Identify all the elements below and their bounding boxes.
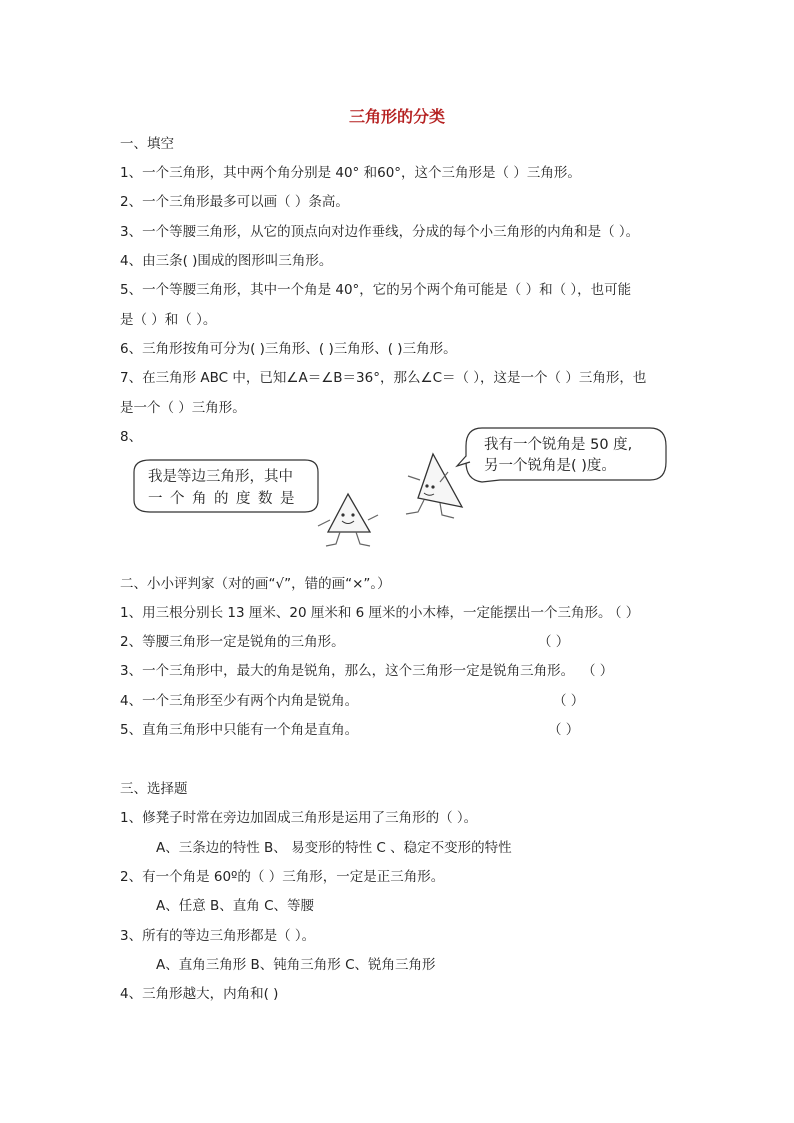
judge-question-2: 2、等腰三角形一定是锐角的三角形。: [120, 634, 345, 650]
right-bubble-text-line-2: 另一个锐角是( )度。: [484, 458, 616, 474]
choice-question-2: 2、有一个角是 60º的（ ）三角形，一定是正三角形。: [120, 869, 445, 885]
fill-question-3: 3、一个等腰三角形，从它的顶点向对边作垂线，分成的每个小三角形的内角和是（ ）。: [120, 224, 640, 240]
fill-question-2: 2、一个三角形最多可以画（ ）条高。: [120, 194, 349, 210]
section-1-heading: 一、填空: [120, 136, 174, 152]
choice-question-3-options: A、直角三角形 B、钝角三角形 C、锐角三角形: [156, 957, 436, 973]
fill-question-7-line-1: 7、在三角形 ABC 中，已知∠A＝∠B＝36°，那么∠C＝（ ），这是一个（ ）三角形，也: [120, 370, 647, 386]
choice-question-1: 1、修凳子时常在旁边加固成三角形是运用了三角形的（ ）。: [120, 810, 478, 826]
judge-answer-blank-5: （ ）: [548, 722, 580, 738]
left-bubble-text-line-2: 一个角的度数是: [148, 491, 302, 507]
fill-question-5-line-1: 5、一个等腰三角形，其中一个角是 40°，它的另个两个角可能是（ ）和（ ），也可能: [120, 282, 632, 298]
judge-question-4: 4、一个三角形至少有两个内角是锐角。: [120, 693, 359, 709]
right-triangle-character: [406, 454, 462, 518]
judge-question-5: 5、直角三角形中只能有一个角是直角。: [120, 722, 359, 738]
judge-question-1: 1、用三根分别长 13 厘米、20 厘米和 6 厘米的小木棒，一定能摆出一个三角形。: [120, 605, 612, 621]
fill-question-4: 4、由三条( )围成的图形叫三角形。: [120, 253, 333, 269]
judge-answer-blank-4: （ ）: [553, 693, 585, 709]
fill-question-6: 6、三角形按角可分为( )三角形、( )三角形、( )三角形。: [120, 341, 457, 357]
fill-question-1: 1、一个三角形，其中两个角分别是 40° 和60°，这个三角形是（ ）三角形。: [120, 165, 581, 181]
choice-question-3: 3、所有的等边三角形都是（ ）。: [120, 928, 316, 944]
fill-question-7-line-2: 是一个（ ）三角形。: [120, 400, 246, 416]
section-2-heading: 二、小小评判家（对的画“√”，错的画“×”。）: [120, 576, 391, 592]
right-bubble-text-line-1: 我有一个锐角是 50 度,: [484, 437, 633, 453]
fill-question-8: 8、: [120, 429, 143, 445]
section-3-heading: 三、选择题: [120, 781, 188, 797]
equilateral-triangle-character: [318, 494, 378, 546]
fill-question-5-line-2: 是（ ）和（ ）。: [120, 312, 217, 328]
judge-question-3: 3、一个三角形中，最大的角是锐角，那么，这个三角形一定是锐角三角形。: [120, 663, 575, 679]
page-title: 三角形的分类: [348, 107, 445, 126]
judge-answer-blank-2: （ ）: [538, 634, 570, 650]
judge-answer-blank-1: （ ）: [608, 605, 640, 621]
left-bubble-text-line-1: 我是等边三角形，其中: [148, 469, 293, 485]
judge-answer-blank-3: （ ）: [582, 663, 614, 679]
choice-question-4: 4、三角形越大，内角和( ): [120, 986, 279, 1002]
choice-question-2-options: A、任意 B、直角 C、等腰: [156, 898, 315, 914]
choice-question-1-options: A、三条边的特性 B、 易变形的特性 C 、稳定不变形的特性: [156, 840, 512, 856]
